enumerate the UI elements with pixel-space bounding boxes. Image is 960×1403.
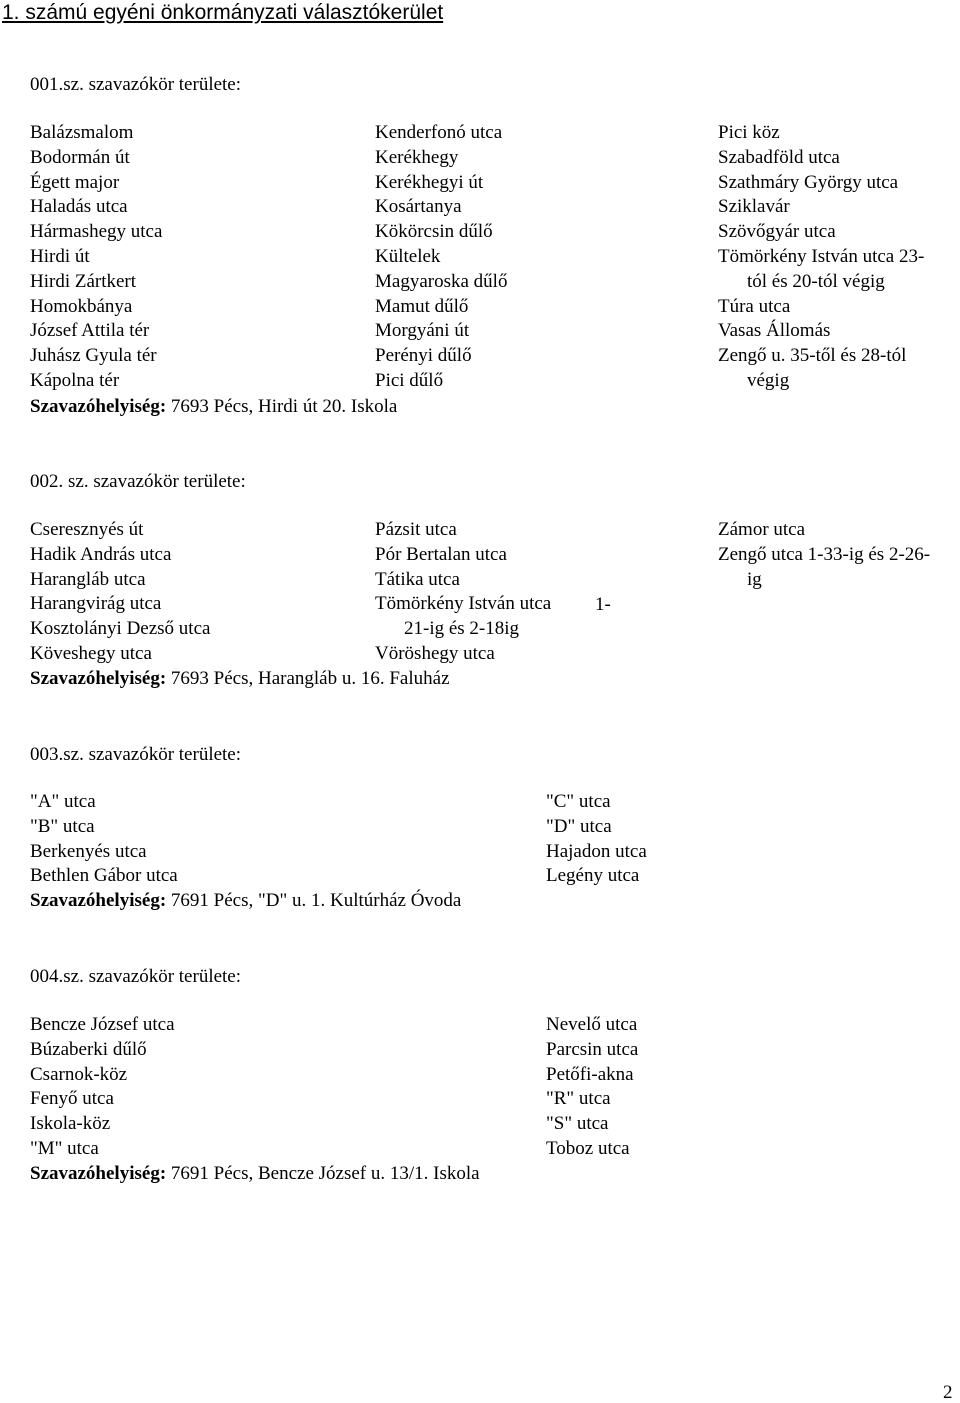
page-heading: 1. számú egyéni önkormányzati választókerület: [2, 1, 444, 24]
street-item: Pázsit utca: [375, 519, 457, 540]
street-item: Balázsmalom: [30, 122, 134, 143]
street-item: Köveshegy utca: [30, 642, 152, 664]
street-item: Harangvirág utca: [30, 593, 162, 615]
street-item: Égett major: [30, 171, 120, 193]
street-item: Búzaberki dűlő: [30, 1038, 147, 1060]
street-item: Kápolna tér: [30, 369, 120, 391]
street-item: Zengő u. 35-től és 28-tól: [718, 345, 907, 367]
street-item: Vöröshegy utca: [375, 642, 495, 664]
polling-place-label: Szavazóhelyiség:: [30, 668, 167, 689]
street-item: Juhász Gyula tér: [30, 345, 157, 367]
street-item: Hadik András utca: [30, 543, 172, 565]
street-item: Berkenyés utca: [30, 840, 147, 862]
polling-place-address: 7693 Pécs, Harangláb u. 16. Faluház: [170, 668, 450, 689]
street-item: Petőfi-akna: [546, 1063, 634, 1085]
street-item: Kerékhegyi út: [375, 171, 484, 193]
district-002-streets-col2: [375, 518, 551, 667]
polling-place-address: 7691 Pécs, Bencze József u. 13/1. Iskola: [170, 1163, 480, 1184]
polling-place-label: Szavazóhelyiség:: [30, 890, 167, 911]
street-item-continuation: 21-ig és 2-18ig: [404, 618, 520, 640]
street-item: "A" utca: [30, 791, 96, 812]
district-002-polling-place: [30, 667, 450, 691]
street-item: Perényi dűlő: [375, 345, 472, 367]
street-item: "D" utca: [546, 815, 612, 837]
street-item: Kosztolányi Dezső utca: [30, 618, 211, 640]
district-003-streets-col2: [546, 790, 647, 889]
street-item: Pici köz: [718, 122, 780, 143]
street-item: Fenyő utca: [30, 1088, 114, 1110]
street-item: Szathmáry György utca: [718, 171, 899, 193]
district-001-title: 001.sz. szavazókör területe:: [30, 74, 242, 95]
district-003-title: 003.sz. szavazókör területe:: [30, 744, 242, 765]
street-item: Hirdi út: [30, 245, 90, 267]
district-004-streets-col2: [546, 1013, 638, 1162]
street-item-continuation: végig: [747, 369, 790, 391]
street-item: Legény utca: [546, 865, 640, 887]
district-002-title: 002. sz. szavazókör területe:: [30, 471, 246, 492]
page-number: 2: [943, 1382, 953, 1403]
street-item: Homokbánya: [30, 295, 133, 317]
street-item: Sziklavár: [718, 196, 790, 218]
district-001-polling-place: [30, 395, 397, 419]
street-item: Magyaroska dűlő: [375, 270, 508, 292]
street-item: "M" utca: [30, 1137, 99, 1159]
street-item: Bencze József utca: [30, 1014, 175, 1035]
street-item: "S" utca: [546, 1113, 609, 1135]
polling-place-label: Szavazóhelyiség:: [30, 1163, 167, 1184]
district-004-streets-col1: [30, 1013, 175, 1162]
street-item: Iskola-köz: [30, 1113, 111, 1135]
district-001-streets-col1: [30, 121, 162, 394]
street-item: Cseresznyés út: [30, 519, 144, 540]
street-item: Csarnok-köz: [30, 1063, 128, 1085]
street-item: Vasas Állomás: [718, 320, 831, 342]
street-item: "C" utca: [546, 791, 611, 812]
street-item: Hármashegy utca: [30, 221, 163, 243]
street-item: Túra utca: [718, 295, 791, 317]
street-item: Harangláb utca: [30, 568, 146, 590]
street-item-continuation: ig: [747, 568, 762, 590]
polling-place-address: 7693 Pécs, Hirdi út 20. Iskola: [170, 396, 398, 417]
street-item: Zámor utca: [718, 519, 806, 540]
district-003-polling-place: [30, 889, 461, 913]
district-004-polling-place: [30, 1162, 480, 1186]
district-001-streets-col2: [375, 121, 507, 394]
street-item: "R" utca: [546, 1088, 611, 1110]
district-002-streets-col1: [30, 518, 210, 667]
street-item: Hirdi Zártkert: [30, 270, 137, 292]
street-item: Pór Bertalan utca: [375, 543, 507, 565]
street-item: Mamut dűlő: [375, 295, 469, 317]
street-item-continuation: tól és 20-tól végig: [747, 270, 885, 292]
street-item: Tátika utca: [375, 568, 460, 590]
district-004-title: 004.sz. szavazókör területe:: [30, 966, 242, 987]
street-item: Szövőgyár utca: [718, 221, 836, 243]
street-item: Pici dűlő: [375, 369, 444, 391]
street-item: József Attila tér: [30, 320, 150, 342]
street-item: "B" utca: [30, 815, 95, 837]
polling-place-address: 7691 Pécs, "D" u. 1. Kultúrház Óvoda: [170, 890, 462, 911]
district-002-streets-col3: [718, 518, 930, 592]
street-item: Haladás utca: [30, 196, 128, 218]
street-item: Kosártanya: [375, 196, 462, 218]
street-item: Kenderfonó utca: [375, 122, 503, 143]
polling-place-label: Szavazóhelyiség:: [30, 396, 167, 417]
district-001-streets-col3: [718, 121, 924, 394]
street-item: Parcsin utca: [546, 1038, 639, 1060]
street-item: Morgyáni út: [375, 320, 470, 342]
street-item: Tömörkény István utca 23-: [718, 245, 925, 267]
district-003-streets-col1: [30, 790, 178, 889]
street-item: Nevelő utca: [546, 1014, 638, 1035]
street-item: Bethlen Gábor utca: [30, 865, 178, 887]
street-item: Kökörcsin dűlő: [375, 221, 493, 243]
street-item: Hajadon utca: [546, 840, 647, 862]
street-item: Toboz utca: [546, 1137, 630, 1159]
district-002-hyphen-fragment: 1-: [595, 594, 611, 615]
street-item: Bodormán út: [30, 146, 130, 168]
street-item: Tömörkény István utca: [375, 593, 552, 615]
street-item: Kültelek: [375, 245, 441, 267]
street-item: Kerékhegy: [375, 146, 459, 168]
street-item: Zengő utca 1-33-ig és 2-26-: [718, 543, 931, 565]
street-item: Szabadföld utca: [718, 146, 840, 168]
